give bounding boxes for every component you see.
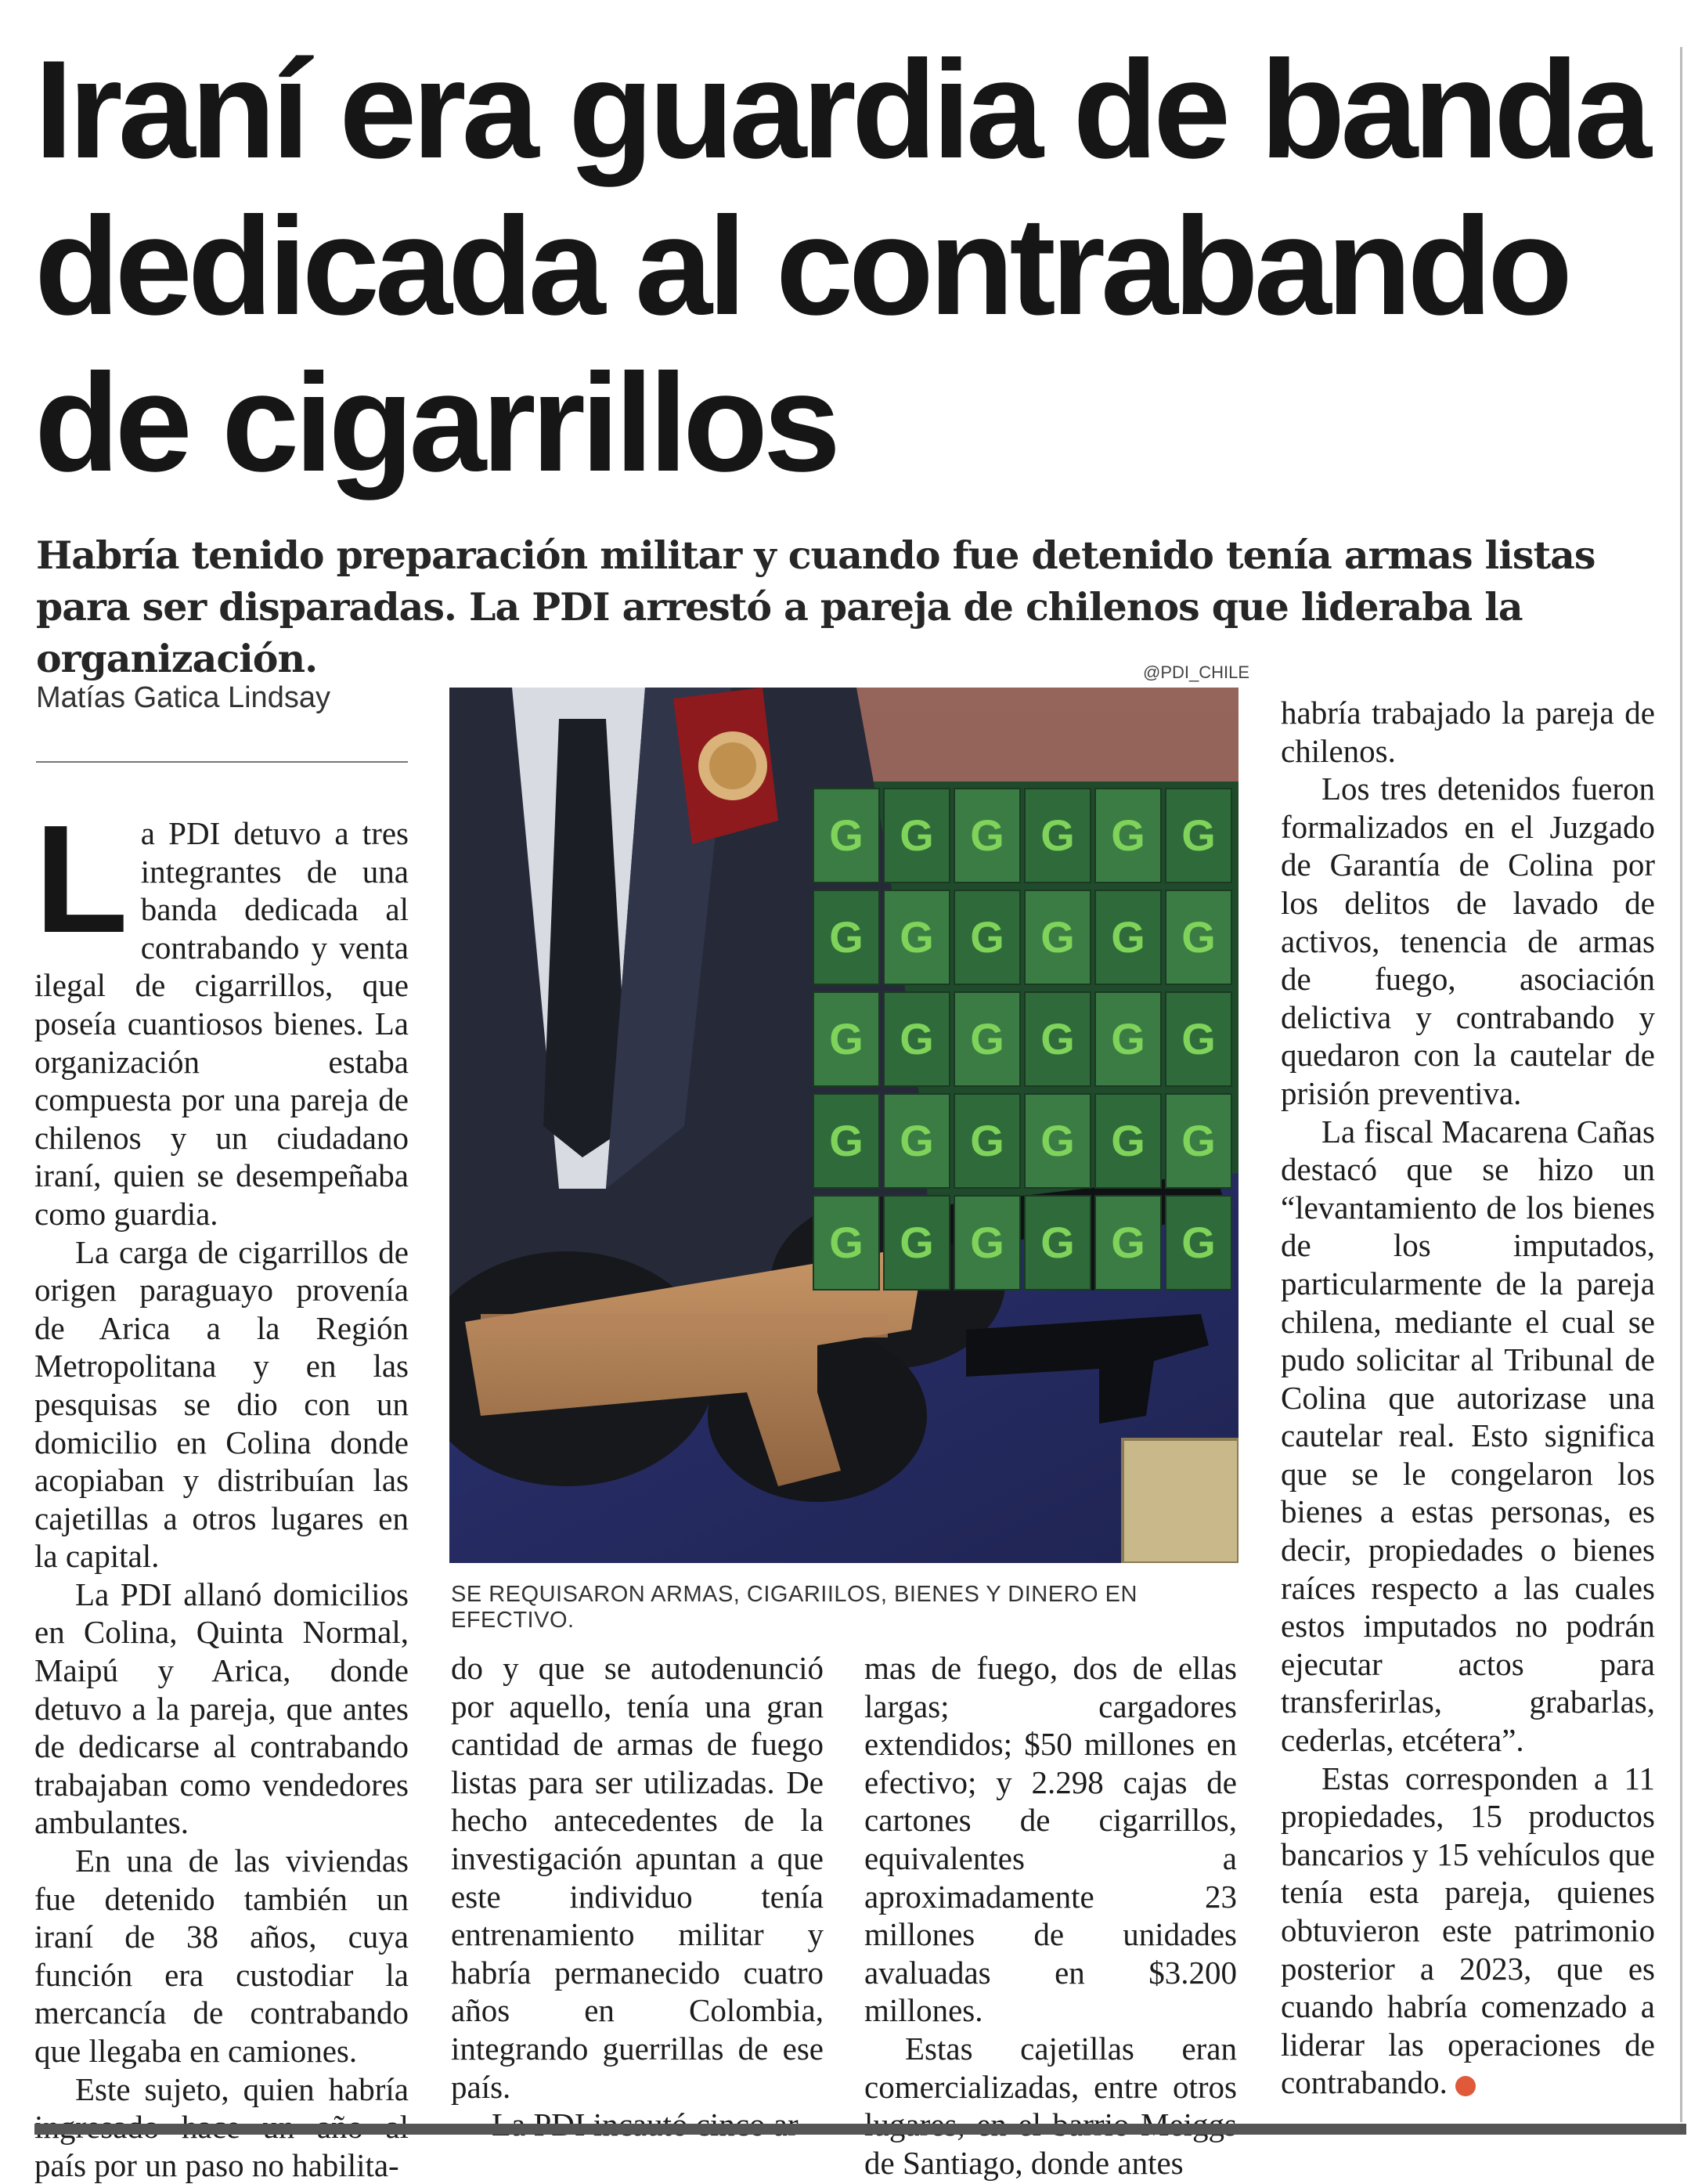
cigarette-box: G	[813, 890, 880, 985]
paragraph: La PDI allanó domicilios en Colina, Quinta Normal, Maipú y Arica, donde detuvo a la pareja, que antes de dedicarse al contrabando trabajaban como vendedores ambulantes.	[34, 1576, 409, 1841]
article-column-4	[1281, 694, 1655, 2102]
cigarette-box: G	[1165, 788, 1232, 883]
cigarette-box: G	[954, 1093, 1021, 1189]
cigarette-box: G	[1165, 991, 1232, 1087]
page-edge	[1680, 47, 1682, 2122]
cigarette-box: G	[813, 1195, 880, 1291]
cigarette-box: G	[813, 788, 880, 883]
cigarette-box: G	[1094, 890, 1162, 985]
cigarette-box: G	[1024, 991, 1091, 1087]
paragraph: En una de las viviendas fue detenido también un iraní de 38 años, cuya función era custodiar la mercancía de contrabando que llegaba en camiones.	[34, 1843, 409, 2069]
cigarette-box: G	[883, 1195, 950, 1291]
article-column-2	[451, 1649, 824, 2144]
paragraph: La PDI detuvo a tres integrantes de una banda dedicada al contrabando y venta ilegal de cigarrillos, que poseía cuantiosos bienes. La organización estaba compuesta por una pareja de chilenos y un ciudadano iraní, quien se desempeñaba como guardia.	[34, 793, 409, 1232]
byline: Matías Gatica Lindsay	[36, 681, 330, 714]
deck-subtitle: Habría tenido preparación militar y cuando fue detenido tenía armas listas para ser disparadas. La PDI arrestó a pareja de chilenos que lideraba la organización.	[36, 532, 1595, 681]
paragraph: mas de fuego, dos de ellas largas; cargadores extendidos; $50 millones en efectivo; y 2.298 cajas de cartones de cigarrillos, equivalentes a aproximadamente 23 millones de unidades avaluadas en $3.200 millones.	[864, 1650, 1237, 2029]
cigarette-box: G	[883, 890, 950, 985]
cigarette-box: G	[1094, 1093, 1162, 1189]
drop-cap: L	[34, 793, 128, 965]
cigarette-box: G	[1024, 788, 1091, 883]
cigarette-box: G	[954, 890, 1021, 985]
cigarette-box: G	[1094, 1195, 1162, 1291]
paragraph: do y que se autodenunció por aquello, tenía una gran cantidad de armas de fuego listas para ser utilizadas. De hecho antecedentes de la investigación apuntan a que este individuo tenía entrenamiento militar y habría permanecido cuatro años en Colombia, integrando guerrillas de ese país.	[451, 1650, 824, 2105]
cigarette-box-letters	[809, 782, 1239, 1298]
cigarette-box: G	[1094, 991, 1162, 1087]
cigarette-box: G	[1165, 890, 1232, 985]
cigarette-box: G	[1165, 1093, 1232, 1189]
article-column-3	[864, 1649, 1237, 2182]
cigarette-box: G	[1024, 890, 1091, 985]
cigarette-box: G	[954, 991, 1021, 1087]
cigarette-box: G	[813, 991, 880, 1087]
article-photo	[449, 688, 1239, 1563]
cigarette-box: G	[1024, 1195, 1091, 1291]
cigarette-box: G	[883, 991, 950, 1087]
paragraph: Estas cajetillas eran comercializadas, entre otros de Santiago, donde antes	[864, 2030, 1237, 2181]
cigarette-box: G	[883, 1093, 950, 1189]
paragraph: La carga de cigarrillos de origen paraguayo provenía de Arica a la Región Metropolitana y en las pesquisas se dio con un domicilio en Colina donde acopiaban y distribuían las cajetillas a otros lugares en la capital.	[34, 1233, 409, 1575]
cigarette-box: G	[883, 788, 950, 883]
paragraph: Estas corresponden a 11 propiedades, 15 productos bancarios y 15 vehículos que tenía esta pareja, quienes obtuvieron este patrimonio posterior a 2023, que es cuando habría comenzado a liderar las operaciones de contrabando. ✪	[1281, 1760, 1655, 2101]
cigarette-box: G	[954, 1195, 1021, 1291]
star-end-mark-icon: ✪	[1455, 2076, 1476, 2096]
photo-caption: SE REQUISARON ARMAS, CIGARIILOS, BIENES Y DINERO EN EFECTIVO.	[451, 1582, 1138, 1633]
article-column-1	[34, 793, 409, 2184]
cigarette-box: G	[1094, 788, 1162, 883]
headline: Iraní era guardia de banda dedicada al contrabando de cigarrillos	[34, 31, 1647, 500]
paragraph: Este sujeto, quien habría país por un paso no habilita-	[34, 2070, 409, 2183]
bottom-rule	[34, 2124, 1686, 2135]
paragraph: La fiscal Macarena Cañas destacó que se hizo un “levantamiento de los bienes de los imputados, particularmente de la pareja chilena, mediante el cual se pudo solicitar al Tribunal de Colina que autorizase una cautelar real. Esto significa que se le congelaron los bienes a estas personas, es decir, propiedades o bienes raíces respecto a las cuales estos imputados no podrán ejecutar actos para transferirlas, grabarlas, cederlas, etcétera”.	[1281, 1113, 1655, 1759]
byline-divider	[36, 761, 408, 763]
cigarette-box: G	[954, 788, 1021, 883]
paragraph: habría trabajado la pareja de chilenos.	[1281, 695, 1655, 769]
cigarette-box: G	[813, 1093, 880, 1189]
paragraph: Los tres detenidos fueron formalizados en el Juzgado de Garantía de Colina por los delitos de lavado de activos, tenencia de armas de fuego, asociación delictiva y contrabando y quedaron con la cautelar de prisión preventiva.	[1281, 771, 1655, 1111]
cigarette-box: G	[1165, 1195, 1232, 1291]
photo-credit: @PDI_CHILE	[1143, 662, 1250, 682]
cigarette-box: G	[1024, 1093, 1091, 1189]
